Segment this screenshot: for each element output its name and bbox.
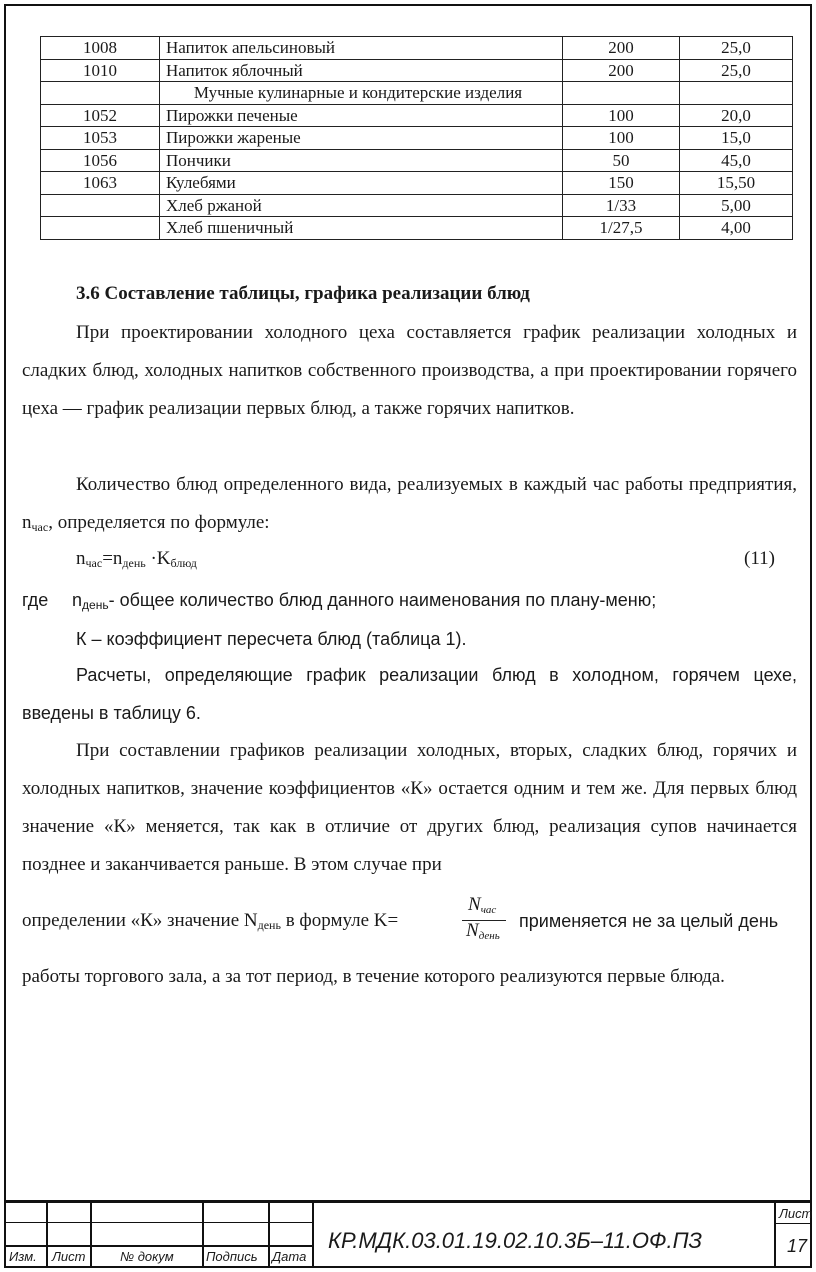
menu-table bbox=[40, 36, 793, 240]
cell-output: 200 bbox=[563, 59, 680, 82]
fraction-numerator: $N_{час}$ bbox=[468, 894, 497, 916]
formula-line-tail: применяется не за целый день bbox=[519, 911, 779, 931]
cell-price: 4,00 bbox=[680, 217, 793, 240]
where-n: n bbox=[72, 590, 83, 610]
k-definition: К – коэффициент пересчета блюд (таблица 1). bbox=[76, 629, 467, 649]
paragraph-1: При проектировании холодного цеха составляется график реализации холодных и сладких блюд, холодных напитков собственного производства, а при проектировании горячего цеха — график реализации первых блюд, а также горячих напитков. bbox=[22, 322, 797, 419]
where-word: где bbox=[22, 590, 49, 610]
formula-line-text: определении «К» значение N bbox=[22, 910, 258, 931]
cell-name: Напиток апельсиновый bbox=[160, 37, 563, 60]
menu-table-body bbox=[41, 37, 793, 240]
cell-output: 1/27,5 bbox=[563, 217, 680, 240]
cell-code: 1008 bbox=[41, 37, 160, 60]
document-code: КР.МДК.03.01.19.02.10.3Б–11.ОФ.ПЗ bbox=[328, 1228, 703, 1253]
formula-11 bbox=[76, 547, 197, 575]
formula-line bbox=[22, 909, 398, 937]
cell-name: Хлеб пшеничный bbox=[160, 217, 563, 240]
paragraph-5: работы торгового зала, а за тот период, в течение которого реализуются первые блюда. bbox=[22, 966, 725, 987]
fraction bbox=[462, 894, 508, 946]
where-line bbox=[72, 588, 656, 617]
cell-name: Мучные кулинарные и кондитерские изделия bbox=[160, 82, 563, 105]
cell-code bbox=[41, 82, 160, 105]
cell-name: Пончики bbox=[160, 149, 563, 172]
cell-name: Пирожки жареные bbox=[160, 127, 563, 150]
formula-number: (11) bbox=[744, 548, 775, 569]
table-row bbox=[41, 194, 793, 217]
section-heading: 3.6 Составление таблицы, графика реализации блюд bbox=[76, 283, 530, 304]
formula-sub-hour: час bbox=[85, 556, 103, 570]
cell-price: 25,0 bbox=[680, 59, 793, 82]
cell-price: 25,0 bbox=[680, 37, 793, 60]
paragraph-2-sub: час bbox=[31, 520, 49, 534]
cell-code: 1053 bbox=[41, 127, 160, 150]
paragraph-4: При составлении графиков реализации холодных, вторых, сладких блюд, горячих и холодных напитков, значение коэффициентов «К» остается одним и тем же. Для первых блюд значение «К» меняется, так как в отличие от других блюд, реализация супов начинается позднее и заканчивается раньше. В этом случае при bbox=[22, 740, 797, 875]
where-text: - общее количество блюд данного наименования по плану-меню; bbox=[108, 590, 657, 610]
cell-price: 15,0 bbox=[680, 127, 793, 150]
where-sub: день bbox=[82, 598, 109, 612]
cell-output bbox=[563, 82, 680, 105]
cell-price: 15,50 bbox=[680, 172, 793, 195]
cell-output: 100 bbox=[563, 104, 680, 127]
cell-code: 1063 bbox=[41, 172, 160, 195]
title-block bbox=[4, 1200, 812, 1268]
formula-sub-dish: блюд bbox=[170, 556, 197, 570]
cell-price: 20,0 bbox=[680, 104, 793, 127]
cell-name: Напиток яблочный bbox=[160, 59, 563, 82]
formula-line-k: в формуле K= bbox=[280, 910, 399, 931]
cell-code: 1056 bbox=[41, 149, 160, 172]
cell-price: 5,00 bbox=[680, 194, 793, 217]
cell-output: 50 bbox=[563, 149, 680, 172]
table-row bbox=[41, 37, 793, 60]
cell-code: 1010 bbox=[41, 59, 160, 82]
stamp-doc-no: № докум bbox=[120, 1249, 174, 1264]
cell-name: Кулебями bbox=[160, 172, 563, 195]
table-row bbox=[41, 149, 793, 172]
formula-line-sub: день bbox=[257, 918, 281, 932]
stamp-izm: Изм. bbox=[9, 1249, 37, 1264]
table-row bbox=[41, 82, 793, 105]
table-row bbox=[41, 172, 793, 195]
table-row bbox=[41, 59, 793, 82]
cell-name: Хлеб ржаной bbox=[160, 194, 563, 217]
cell-name: Пирожки печеные bbox=[160, 104, 563, 127]
cell-output: 100 bbox=[563, 127, 680, 150]
fraction-denominator: $N_{день}$ bbox=[466, 920, 500, 942]
paragraph-2 bbox=[22, 466, 797, 546]
formula-k: ·K bbox=[145, 548, 171, 569]
cell-price: 45,0 bbox=[680, 149, 793, 172]
stamp-sheet-label: Лист bbox=[779, 1206, 813, 1221]
formula-sub-day: день bbox=[122, 556, 146, 570]
paragraph-2-text: Количество блюд определенного вида, реализуемых в каждый час работы предприятия, n bbox=[22, 474, 797, 533]
cell-output: 200 bbox=[563, 37, 680, 60]
stamp-sign: Подпись bbox=[206, 1249, 258, 1264]
cell-output: 1/33 bbox=[563, 194, 680, 217]
sheet-number: 17 bbox=[787, 1236, 808, 1256]
stamp-date: Дата bbox=[272, 1249, 307, 1264]
paragraph-2-tail: , определяется по формуле: bbox=[48, 512, 270, 533]
formula-n: n bbox=[76, 548, 86, 569]
table-row bbox=[41, 104, 793, 127]
stamp-list: Лист bbox=[52, 1249, 86, 1264]
cell-code bbox=[41, 217, 160, 240]
cell-code: 1052 bbox=[41, 104, 160, 127]
table-row bbox=[41, 127, 793, 150]
cell-output: 150 bbox=[563, 172, 680, 195]
cell-code bbox=[41, 194, 160, 217]
formula-eq: =n bbox=[102, 548, 123, 569]
table-row bbox=[41, 217, 793, 240]
cell-price bbox=[680, 82, 793, 105]
paragraph-3: Расчеты, определяющие график реализации блюд в холодном, горячем цехе, введены в таблицу 6. bbox=[22, 665, 797, 723]
